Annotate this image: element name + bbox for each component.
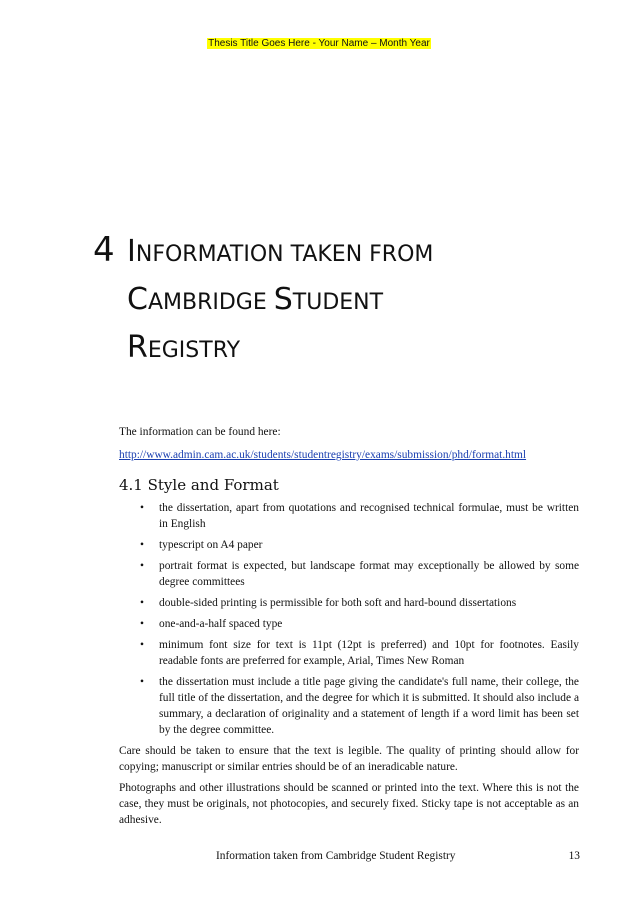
list-item: [119, 500, 579, 532]
bullet-icon: •: [140, 560, 144, 572]
footer-title: Information taken from Cambridge Student Registry: [216, 850, 456, 862]
illustrations-paragraph: Photographs and other illustrations should be scanned or printed into the text. Where this is not the case, they must be originals, not photocopies, and securely fixed. Sticky tape is not acceptable as an adhesive.: [119, 782, 579, 826]
bullet-icon: •: [140, 618, 144, 630]
section-content: [119, 424, 579, 833]
bullet-icon: •: [140, 502, 144, 514]
format-requirements-list: [119, 500, 579, 738]
chapter-title-initial-1: I: [127, 234, 136, 269]
chapter-title-part-2: AMBRIDGE: [147, 290, 274, 315]
chapter-title-initial-4: R: [127, 330, 148, 365]
chapter-number: 4: [93, 230, 115, 270]
chapter-title-part-3: TUDENT: [292, 290, 384, 315]
chapter-title-part-1: NFORMATION TAKEN FROM: [135, 242, 434, 267]
list-item-text: minimum font size for text is 11pt (12pt is preferred) and 10pt for footnotes. Easily readable fonts are preferred for example, Arial, Times New Roman: [159, 639, 579, 667]
legibility-paragraph: Care should be taken to ensure that the text is legible. The quality of printing should allow for copying; manuscript or similar entries should be of an ineradicable nature.: [119, 745, 579, 773]
chapter-heading: [93, 228, 563, 373]
list-item-text: the dissertation, apart from quotations and recognised technical formulae, must be written in English: [159, 502, 579, 530]
list-item-text: one-and-a-half spaced type: [159, 618, 283, 630]
list-item: [119, 637, 579, 669]
chapter-title-initial-2: C: [127, 282, 148, 317]
chapter-heading-line-2: [93, 277, 563, 325]
bullet-icon: •: [140, 676, 144, 688]
list-item: [119, 674, 579, 738]
list-item: [119, 595, 579, 611]
bullet-icon: •: [140, 639, 144, 651]
list-item: [119, 616, 579, 632]
page-number: 13: [568, 850, 580, 862]
chapter-title-part-4: EGISTRY: [147, 338, 241, 363]
intro-text: The information can be found here:: [119, 426, 281, 438]
list-item: [119, 537, 579, 553]
chapter-heading-line-3: [93, 325, 563, 373]
running-header: [0, 37, 638, 50]
list-item: [119, 558, 579, 590]
registry-link[interactable]: http://www.admin.cam.ac.uk/students/studentregistry/exams/submission/phd/format.html: [119, 449, 527, 461]
chapter-heading-line-1: [93, 228, 563, 277]
list-item-text: double-sided printing is permissible for both soft and hard-bound dissertations: [159, 597, 517, 609]
chapter-title-initial-3: S: [273, 282, 293, 317]
running-header-text: Thesis Title Goes Here - Your Name – Month Year: [208, 38, 430, 49]
list-item-text: typescript on A4 paper: [159, 539, 263, 551]
list-item-text: the dissertation must include a title page giving the candidate's full name, their college, the full title of the dissertation, and the degree for which it is submitted. It should also include a summary, a declaration of originality and a statement of length if a word limit has been set by the degree committee.: [159, 676, 579, 736]
bullet-icon: •: [140, 539, 144, 551]
list-item-text: portrait format is expected, but landscape format may exceptionally be allowed by some degree committees: [159, 560, 579, 588]
section-heading: 4.1 Style and Format: [119, 476, 279, 494]
bullet-icon: •: [140, 597, 144, 609]
